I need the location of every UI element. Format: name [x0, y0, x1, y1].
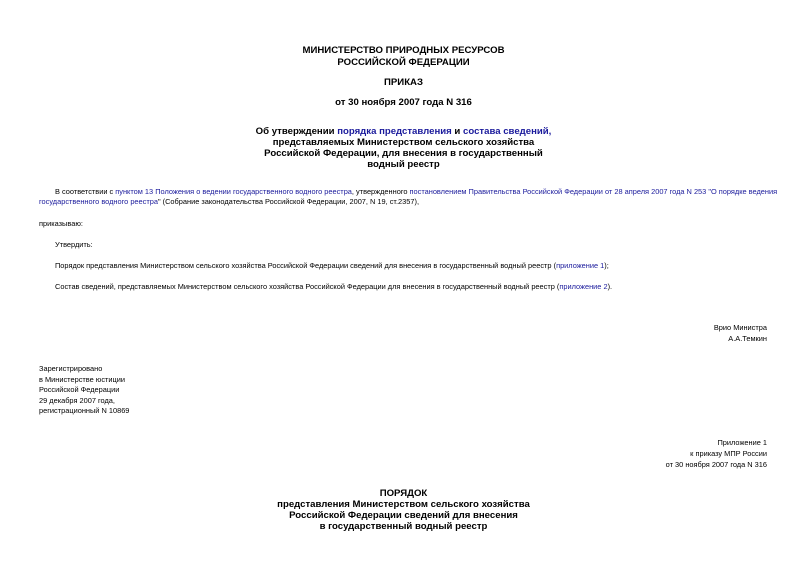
p1-text-c: " (Собрание законодательства Российской Федерации, 2007, N 19, ст.2357), — [157, 197, 420, 206]
item1-end: ); — [604, 261, 609, 270]
signature-name: А.А.Темкин — [728, 334, 767, 343]
title-line-4: водный реестр — [367, 159, 440, 170]
p1-text-b: , утвержденного — [351, 187, 410, 196]
list-item-2 — [55, 282, 612, 292]
registration-line-3: Российской Федерации — [39, 385, 120, 394]
paragraph-1-line-2 — [39, 197, 419, 207]
registration-line-5: регистрационный N 10869 — [39, 406, 130, 415]
signature-position: Врио Министра — [713, 323, 767, 332]
ministry-line-1: МИНИСТЕРСТВО ПРИРОДНЫХ РЕСУРСОВ — [302, 45, 505, 56]
procedure-title: ПОРЯДОК — [379, 488, 428, 499]
registration-line-4: 29 декабря 2007 года, — [39, 396, 115, 405]
registration-line-2: в Министерстве юстиции — [39, 375, 126, 384]
government-decree-link-cont[interactable]: государственного водного реестра — [39, 197, 158, 206]
procedure-line-3: в государственный водный реестр — [319, 521, 488, 532]
composition-link[interactable]: состава сведений, — [463, 126, 552, 137]
appendix-line-3: от 30 ноября 2007 года N 316 — [665, 460, 767, 469]
water-registry-regulation-link[interactable]: пунктом 13 Положения о ведении государственного водного реестра — [115, 187, 352, 196]
government-decree-link[interactable]: постановлением Правительства Российской Федерации от 28 апреля 2007 года N 253 "О порядке ведения — [409, 187, 778, 196]
doc-date: от 30 ноября 2007 года N 316 — [335, 97, 472, 108]
appendix-2-link[interactable]: приложение 2 — [559, 282, 608, 291]
doc-type: ПРИКАЗ — [384, 77, 423, 88]
item2-end: ). — [607, 282, 613, 291]
appendix-1-link[interactable]: приложение 1 — [556, 261, 605, 270]
title-mid: и — [451, 126, 463, 137]
appendix-line-1: Приложение 1 — [717, 438, 767, 447]
procedure-line-2: Российской Федерации сведений для внесения — [289, 510, 518, 521]
item1-text: Порядок представления Министерством сельского хозяйства Российской Федерации сведений для внесения в государственный водный реестр ( — [55, 261, 557, 270]
paragraph-1-line-1 — [55, 187, 777, 197]
title-prefix: Об утверждении — [255, 126, 338, 137]
approve-text: Утвердить: — [55, 240, 93, 249]
ministry-line-2: РОССИЙСКОЙ ФЕДЕРАЦИИ — [337, 57, 470, 68]
p1-text-a: В соответствии с — [55, 187, 116, 196]
title-line-2: представляемых Министерством сельского хозяйства — [272, 137, 535, 148]
order-text: приказываю: — [39, 219, 83, 228]
registration-line-1: Зарегистрировано — [39, 364, 103, 373]
title-line-1 — [0, 126, 807, 137]
item2-text: Состав сведений, представляемых Министерством сельского хозяйства Российской Федерации для внесения в государственный водный реестр ( — [55, 282, 560, 291]
title-line-3: Российской Федерации, для внесения в государственный — [264, 148, 543, 159]
appendix-line-2: к приказу МПР России — [690, 449, 767, 458]
procedure-line-1: представления Министерством сельского хозяйства — [277, 499, 530, 510]
procedure-link[interactable]: порядка представления — [337, 126, 452, 137]
list-item-1 — [55, 261, 609, 271]
